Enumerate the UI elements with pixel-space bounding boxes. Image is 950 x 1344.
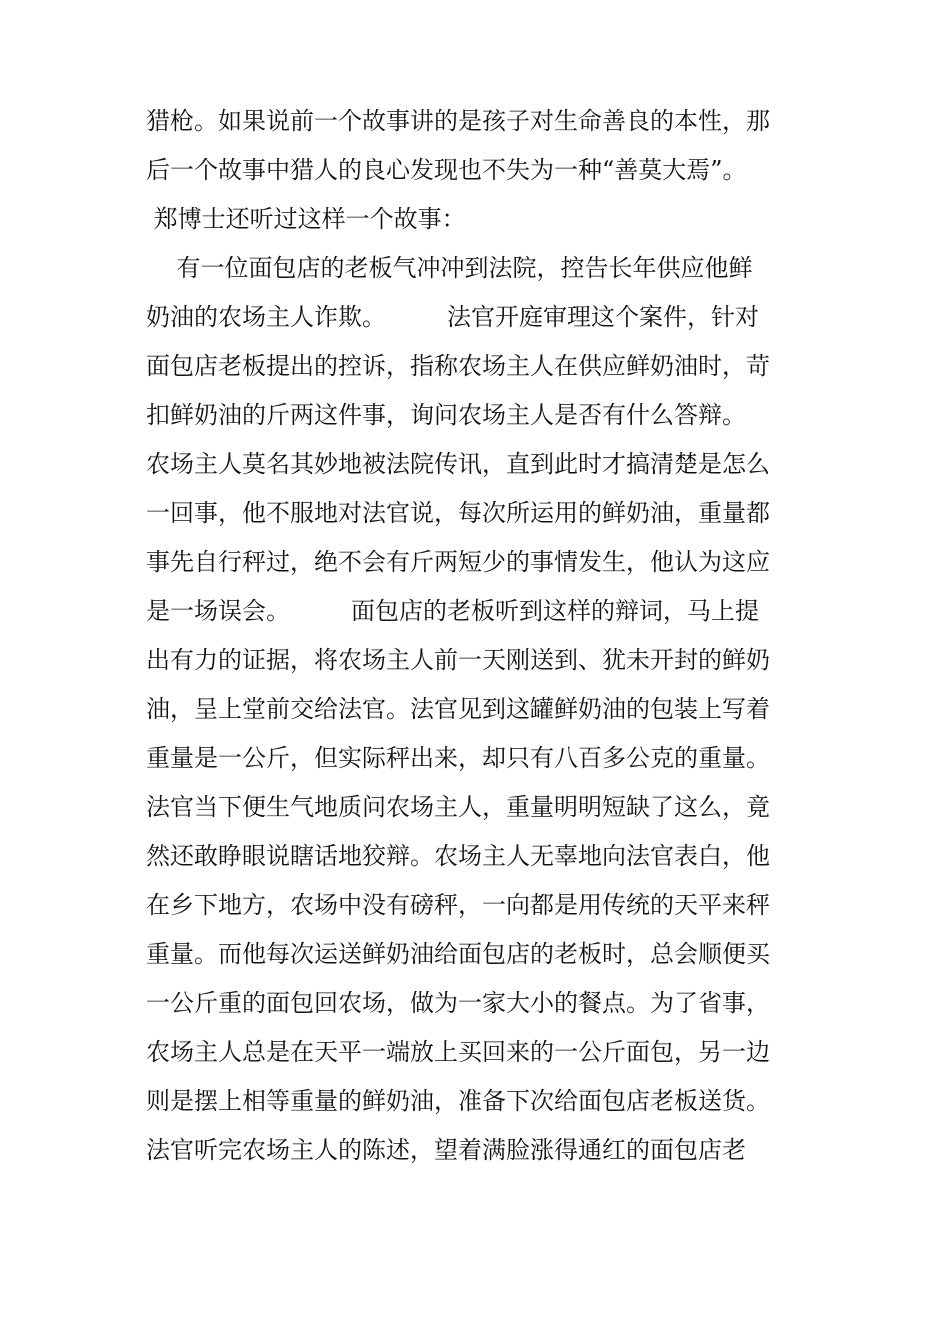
text-line-10: 事先自行秤过，绝不会有斤两短少的事情发生，他认为这应	[146, 548, 770, 576]
text-line-3: 郑博士还听过这样一个故事：	[146, 205, 466, 233]
text-line-12: 出有力的证据，将农场主人前一天刚送到、犹未开封的鲜奶	[146, 646, 770, 674]
text-line-5: 奶油的农场主人诈欺。 法官开庭审理这个案件，针对	[146, 303, 760, 331]
text-line-1: 猎枪。如果说前一个故事讲的是孩子对生命善良的本性，那	[146, 107, 770, 135]
text-line-18: 重量。而他每次运送鲜奶油给面包店的老板时，总会顺便买	[146, 940, 770, 968]
text-line-17: 在乡下地方，农场中没有磅秤，一向都是用传统的天平来秤	[146, 891, 770, 919]
text-line-13: 油，呈上堂前交给法官。法官见到这罐鲜奶油的包装上写着	[146, 695, 770, 723]
text-line-20: 农场主人总是在天平一端放上买回来的一公斤面包，另一边	[146, 1038, 770, 1066]
text-line-7: 扣鲜奶油的斤两这件事，询问农场主人是否有什么答辩。	[146, 401, 746, 429]
text-line-8: 农场主人莫名其妙地被法院传讯，直到此时才搞清楚是怎么	[146, 450, 770, 478]
text-line-21: 则是摆上相等重量的鲜奶油，准备下次给面包店老板送货。	[146, 1087, 770, 1115]
text-line-4: 有一位面包店的老板气冲冲到法院，控告长年供应他鲜	[146, 254, 753, 282]
text-line-9: 一回事，他不服地对法官说，每次所运用的鲜奶油，重量都	[146, 499, 770, 527]
text-line-15: 法官当下便生气地质问农场主人，重量明明短缺了这么，竟	[146, 793, 770, 821]
text-line-19: 一公斤重的面包回农场，做为一家大小的餐点。为了省事，	[146, 989, 770, 1017]
body-text	[146, 97, 811, 1175]
text-line-6: 面包店老板提出的控诉，指称农场主人在供应鲜奶油时，苛	[146, 352, 770, 380]
text-line-14: 重量是一公斤，但实际秤出来，却只有八百多公克的重量。	[146, 744, 770, 772]
text-line-16: 然还敢睁眼说瞎话地狡辩。农场主人无辜地向法官表白，他	[146, 842, 770, 870]
text-line-2: 后一个故事中猎人的良心发现也不失为一种“善莫大焉”。	[146, 156, 747, 184]
text-line-22: 法官听完农场主人的陈述，望着满脸涨得通红的面包店老	[146, 1136, 746, 1164]
text-line-11: 是一场误会。 面包店的老板听到这样的辩词，马上提	[146, 597, 760, 625]
